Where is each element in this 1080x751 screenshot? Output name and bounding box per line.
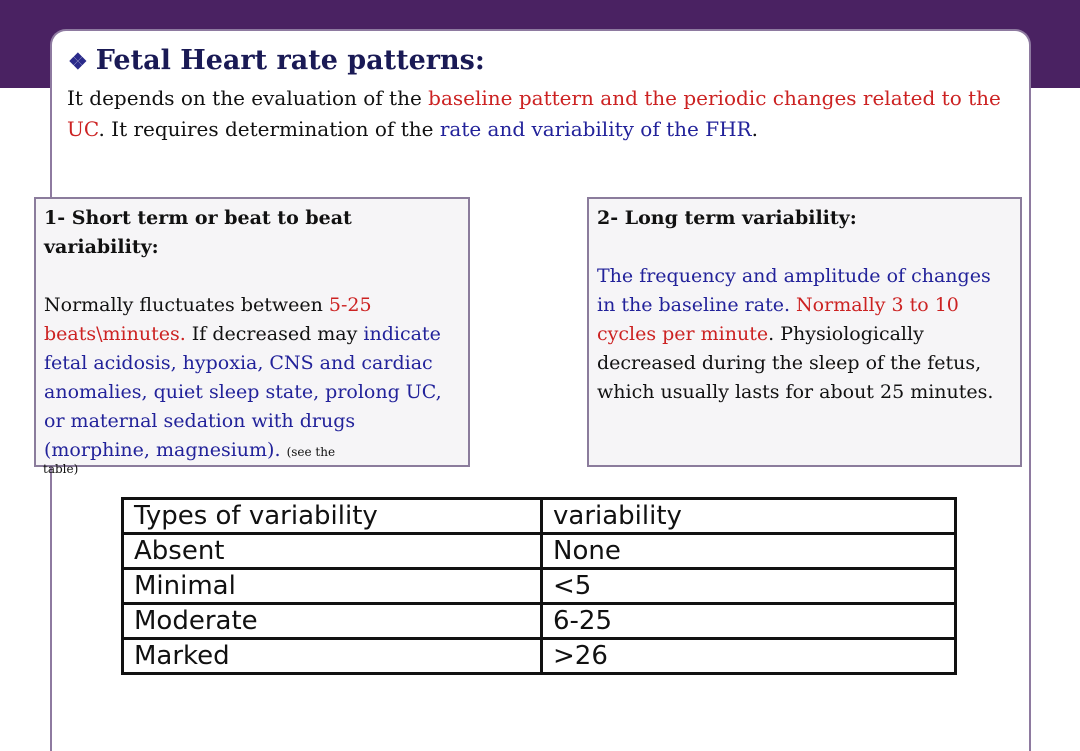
title-text: Fetal Heart rate patterns: [95, 45, 485, 76]
short-term-heading: 1- Short term or beat to beat variability: [44, 207, 352, 258]
text-highlight-red: Normally 3 to 10 cycles per minute [597, 294, 959, 345]
table-cell: 6-25 [542, 604, 956, 639]
intro-highlight-blue: rate and variability of the FHR [439, 117, 752, 141]
slide-title [68, 45, 485, 76]
intro-text: It depends on the evaluation of the [67, 86, 429, 110]
long-term-variability-box [587, 197, 1022, 467]
text-segment: If decreased may [185, 323, 364, 345]
intro-highlight-red: baseline pattern and the periodic changes related to the UC [67, 86, 1001, 141]
table-cell: Moderate [123, 604, 542, 639]
long-term-heading: 2- Long term variability: [597, 207, 857, 229]
table-row [123, 534, 956, 569]
table-cell: <5 [542, 569, 956, 604]
see-the-table-note: (see the [286, 445, 336, 459]
text-highlight-blue: indicate fetal acidosis, hypoxia, CNS and cardiac anomalies, quiet sleep state, prolong UC, or maternal sedation with drugs (morphine, magnesium). [44, 323, 442, 461]
intro-text: . It requires determination of the [98, 117, 440, 141]
text-highlight-blue: The frequency and amplitude of changes in the baseline rate. [597, 265, 991, 316]
table-note: table) [43, 462, 79, 476]
text-segment: Normally fluctuates between [44, 294, 329, 316]
table-cell: Minimal [123, 569, 542, 604]
table-cell: >26 [542, 639, 956, 674]
table-header-cell: variability [542, 499, 956, 534]
variability-table [121, 497, 957, 675]
table-row [123, 604, 956, 639]
intro-text: . [751, 117, 758, 141]
long-term-text [597, 262, 1012, 407]
text-segment: . Physiologically decreased during the sleep of the fetus, which usually lasts for about 25 minutes. [597, 323, 994, 403]
table-row [123, 569, 956, 604]
table-cell: Marked [123, 639, 542, 674]
table-header-row [123, 499, 956, 534]
table-header-cell: Types of variability [123, 499, 542, 534]
text-highlight-red: 5-25 beats\minutes. [44, 294, 372, 345]
short-term-text [44, 291, 460, 467]
intro-paragraph [67, 83, 1017, 145]
diamond-bullet-icon: ❖ [68, 49, 88, 75]
table-cell: None [542, 534, 956, 569]
table-row [123, 639, 956, 674]
table-cell: Absent [123, 534, 542, 569]
short-term-variability-box [34, 197, 470, 467]
